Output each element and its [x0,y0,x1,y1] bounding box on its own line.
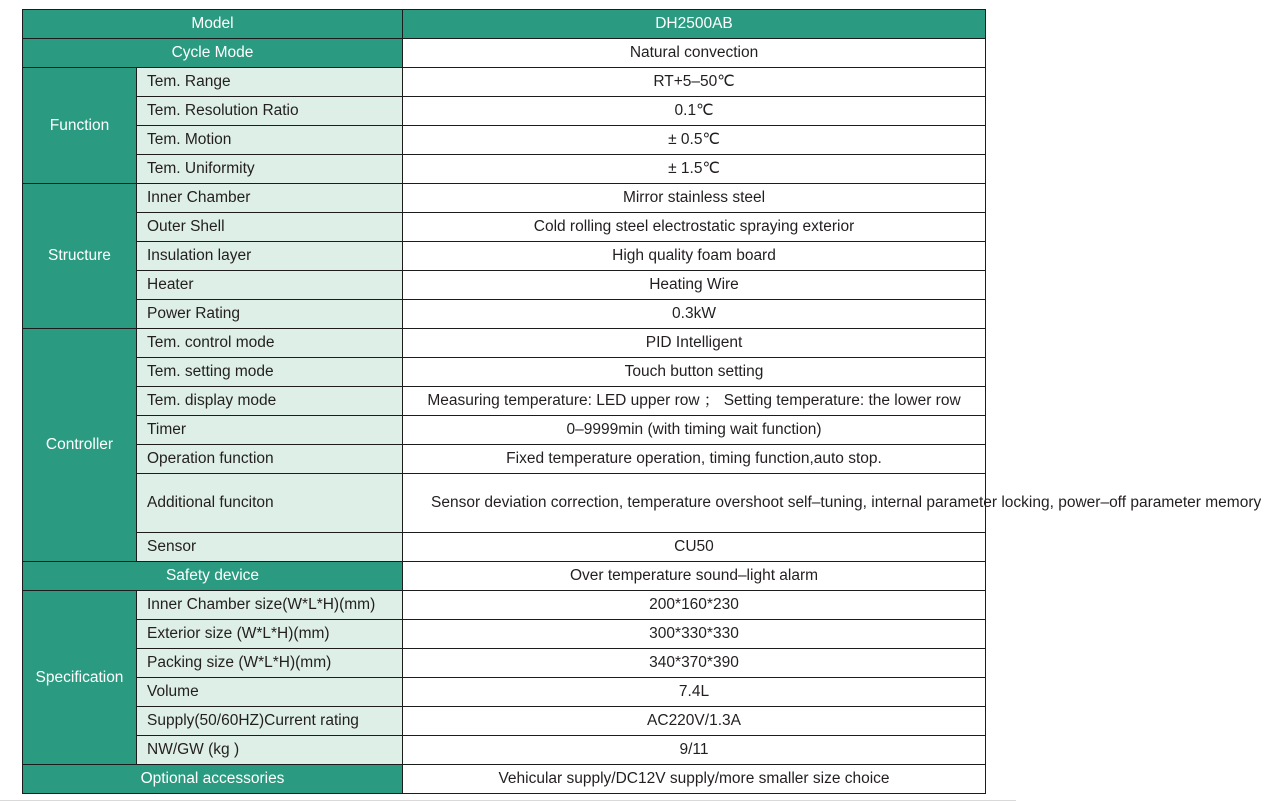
param-value: 0–9999min (with timing wait function) [403,416,986,445]
model-value: DH2500AB [403,10,986,39]
param-label: Tem. Resolution Ratio [137,97,403,126]
optional-value: Vehicular supply/DC12V supply/more smaller size choice [403,765,986,794]
table-row [23,707,986,736]
category-function: Function [23,68,137,184]
safety-label: Safety device [23,562,403,591]
param-value: 0.1℃ [403,97,986,126]
cycle-mode-value: Natural convection [403,39,986,68]
param-label: Tem. Uniformity [137,155,403,184]
table-row [23,678,986,707]
param-value: 0.3kW [403,300,986,329]
param-value: Measuring temperature: LED upper row ； Setting temperature: the lower row [403,387,986,416]
model-row [23,10,986,39]
table-row [23,416,986,445]
safety-row [23,562,986,591]
spec-table [22,9,1261,794]
param-value: ± 1.5℃ [403,155,986,184]
cycle-mode-label: Cycle Mode [23,39,403,68]
param-value: 300*330*330 [403,620,986,649]
param-label: Timer [137,416,403,445]
category-structure: Structure [23,184,137,329]
param-label: Tem. control mode [137,329,403,358]
param-value: AC220V/1.3A [403,707,986,736]
param-label: Tem. display mode [137,387,403,416]
page-bottom-divider [0,800,1016,801]
param-value: PID Intelligent [403,329,986,358]
table-row [23,329,986,358]
table-row [23,242,986,271]
param-label: Tem. Motion [137,126,403,155]
table-row [23,736,986,765]
param-value: 7.4L [403,678,986,707]
table-row [23,620,986,649]
table-row [23,184,986,213]
param-value: Touch button setting [403,358,986,387]
param-value: Mirror stainless steel [403,184,986,213]
param-value: 9/11 [403,736,986,765]
table-row [23,474,986,533]
param-label: Exterior size (W*L*H)(mm) [137,620,403,649]
table-row [23,649,986,678]
param-label: Heater [137,271,403,300]
param-value: Sensor deviation correction, temperature overshoot self–tuning, internal parameter locking, power–off parameter memory [403,474,986,533]
param-label: Packing size (W*L*H)(mm) [137,649,403,678]
table-row [23,155,986,184]
param-label: Tem. setting mode [137,358,403,387]
table-row [23,445,986,474]
table-row [23,271,986,300]
optional-row [23,765,986,794]
table-row [23,97,986,126]
param-label: Additional funciton [137,474,403,533]
param-value: 340*370*390 [403,649,986,678]
param-value: Fixed temperature operation, timing function,auto stop. [403,445,986,474]
param-label: Insulation layer [137,242,403,271]
table-row [23,68,986,97]
param-label: Sensor [137,533,403,562]
param-value: Cold rolling steel electrostatic spraying exterior [403,213,986,242]
table-row [23,358,986,387]
param-label: Operation function [137,445,403,474]
table-row [23,300,986,329]
safety-value: Over temperature sound–light alarm [403,562,986,591]
model-label: Model [23,10,403,39]
cycle-mode-row [23,39,986,68]
table-row [23,213,986,242]
param-value: ± 0.5℃ [403,126,986,155]
category-controller: Controller [23,329,137,562]
param-value: Heating Wire [403,271,986,300]
table-row [23,591,986,620]
param-label: NW/GW (kg ) [137,736,403,765]
param-value: RT+5–50℃ [403,68,986,97]
param-label: Inner Chamber size(W*L*H)(mm) [137,591,403,620]
param-label: Outer Shell [137,213,403,242]
param-label: Inner Chamber [137,184,403,213]
param-value: High quality foam board [403,242,986,271]
optional-label: Optional accessories [23,765,403,794]
param-value: CU50 [403,533,986,562]
category-specification: Specification [23,591,137,765]
table-row [23,533,986,562]
param-label: Supply(50/60HZ)Current rating [137,707,403,736]
param-label: Power Rating [137,300,403,329]
param-label: Volume [137,678,403,707]
table-row [23,126,986,155]
table-row [23,387,986,416]
param-label: Tem. Range [137,68,403,97]
param-value: 200*160*230 [403,591,986,620]
